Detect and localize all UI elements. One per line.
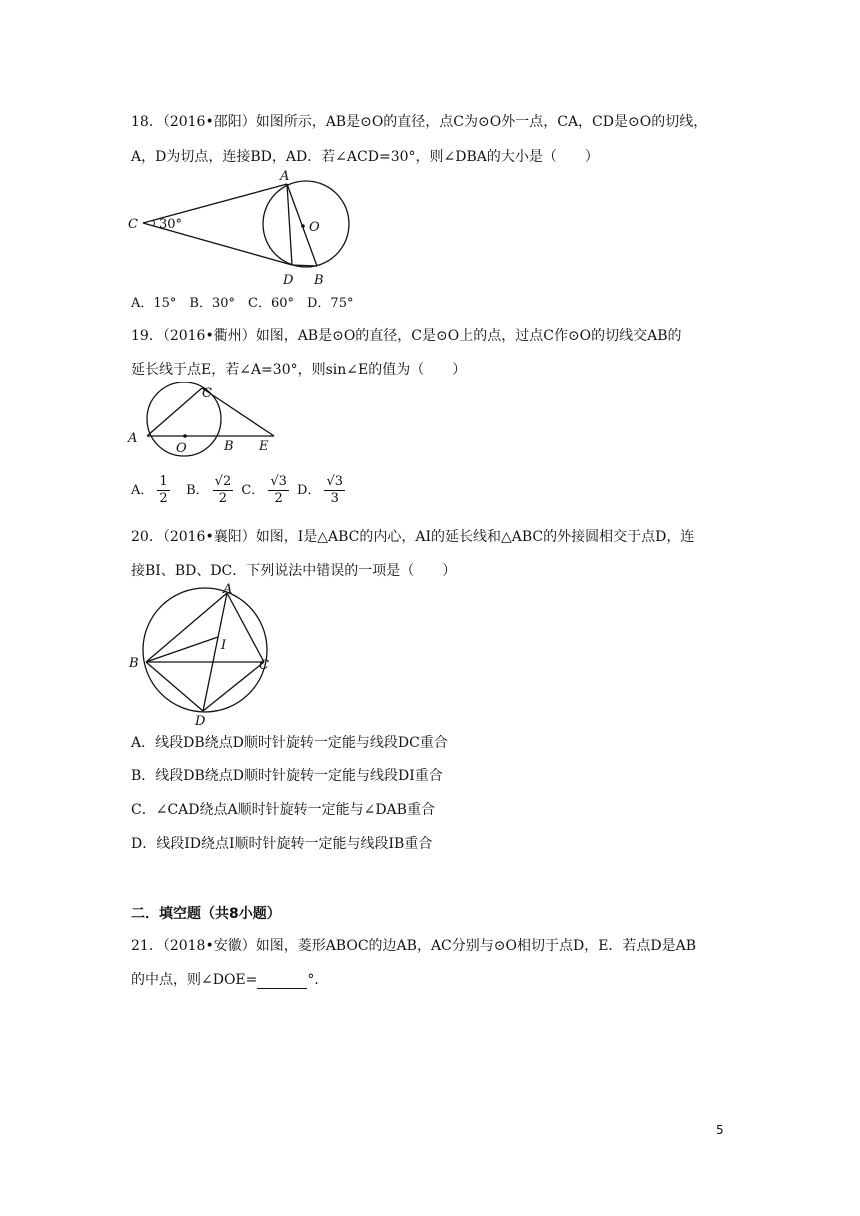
q19-label-b: B — [224, 439, 234, 454]
q20-option-c: C．∠CAD绕点A顺时针旋转一定能与∠DAB重合 — [131, 802, 435, 818]
q18-text-line2: A，D为切点，连接BD，AD．若∠ACD=30°，则∠DBA的大小是（ ） — [131, 149, 599, 165]
q18-text-line1: 18．（2016•邵阳）如图所示，AB是⊙O的直径，点C为⊙O外一点，CA，CD是⊙O的切线， — [131, 114, 708, 130]
q20-label-a: A — [223, 583, 233, 597]
q20-text-line1: 20．（2016•襄阳）如图，I是△ABC的内心，AI的延长线和△ABC的外接圆相交于点D，连 — [131, 529, 695, 545]
q19-option-a: A． $\frac{1}{2}$ — [131, 474, 168, 506]
q19-options — [131, 474, 349, 507]
q21-text-line2 — [131, 971, 731, 989]
q18-circle-o — [263, 181, 349, 267]
q20-label-c: C — [259, 658, 269, 673]
q20-option-a: A．线段DB绕点D顺时针旋转一定能与线段DC重合 — [131, 735, 448, 751]
q19-figure — [125, 382, 285, 460]
q18-options: A．15° B．30° C．60° D．75° — [131, 296, 354, 311]
q19-option-b: B． √ $\frac{2}{2}$ — [186, 483, 237, 498]
q19-text-line2: 延长线于点E，若∠A=30°，则sin∠E的值为（ ） — [131, 362, 467, 378]
q20-figure — [125, 583, 275, 729]
q21-answer-blank[interactable] — [257, 974, 307, 989]
section-title: 二．填空题（共8小题） — [131, 906, 281, 922]
q18-label-angle: 30° — [159, 217, 183, 232]
q20-text-line2: 接BI、BD、DC．下列说法中错误的一项是（ ） — [131, 563, 457, 579]
q19-option-c: C． √ $\frac{3}{2}$ — [241, 483, 293, 498]
q20-label-b: B — [129, 656, 139, 671]
q19-label-e: E — [259, 439, 269, 454]
q18-label-o: O — [309, 220, 320, 235]
q18-label-d: D — [283, 273, 294, 288]
q19-label-a: A — [128, 431, 138, 446]
q18-label-b: B — [314, 273, 324, 288]
q20-circumcircle — [143, 588, 267, 712]
q18-figure — [125, 168, 355, 288]
q21-text-pre: 的中点，则∠DOE= — [131, 972, 258, 988]
q20-option-d: D．线段ID绕点I顺时针旋转一定能与线段IB重合 — [131, 836, 433, 852]
q19-text-line1: 19．（2016•衢州）如图，AB是⊙O的直径，C是⊙O上的点，过点C作⊙O的切线交AB的 — [131, 328, 682, 344]
q19-label-c: C — [202, 386, 212, 401]
q21-text-line1: 21．（2018•安徽）如图，菱形ABOC的边AB，AC分别与⊙O相切于点D，E．若点D是AB — [131, 938, 697, 954]
q19-option-d: D． √ $\frac{3}{3}$ — [297, 483, 349, 498]
q19-label-o: O — [176, 441, 187, 456]
q20-label-i: I — [221, 638, 227, 653]
q20-segment-bi — [146, 637, 218, 662]
q18-center-dot — [301, 224, 305, 228]
q20-option-b: B．线段DB绕点D顺时针旋转一定能与线段DI重合 — [131, 768, 443, 784]
q18-label-a: A — [280, 169, 290, 184]
q18-angle-arc — [153, 221, 155, 227]
q19-tangent-ce — [202, 388, 274, 436]
q18-label-c: C — [128, 217, 138, 232]
page-number: 5 — [716, 1123, 724, 1137]
q19-center-dot — [183, 434, 187, 438]
q21-text-post: °． — [307, 972, 329, 988]
q20-label-d: D — [195, 714, 206, 729]
